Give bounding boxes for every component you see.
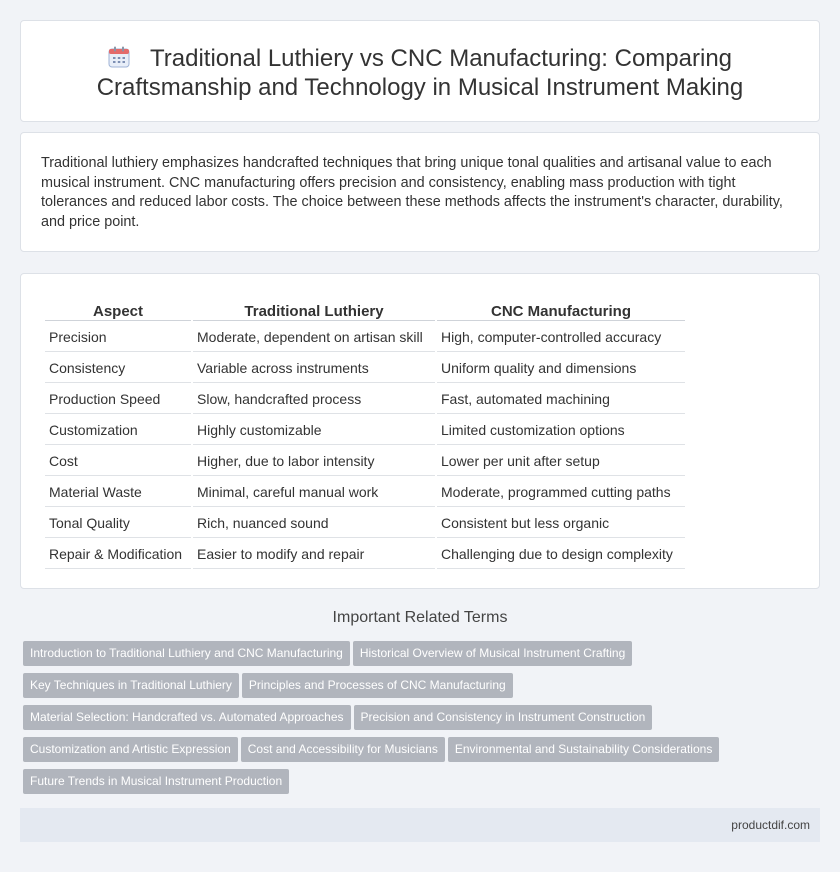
related-term-link[interactable]: Future Trends in Musical Instrument Production bbox=[23, 769, 289, 794]
table-cell: Precision bbox=[45, 323, 191, 352]
table-cell: Moderate, dependent on artisan skill bbox=[193, 323, 435, 352]
table-cell: Highly customizable bbox=[193, 416, 435, 445]
related-term-link[interactable]: Customization and Artistic Expression bbox=[23, 737, 238, 762]
tag-row bbox=[23, 641, 823, 673]
table-cell: Slow, handcrafted process bbox=[193, 385, 435, 414]
title-line-1: Traditional Luthiery vs CNC Manufacturing: Comparing bbox=[149, 45, 733, 72]
tag-row bbox=[23, 673, 823, 705]
footer-brand[interactable]: productdif.com bbox=[731, 818, 810, 832]
related-terms-title: Important Related Terms bbox=[332, 609, 508, 626]
related-term-link[interactable]: Historical Overview of Musical Instrument Crafting bbox=[353, 641, 632, 666]
intro-card bbox=[20, 132, 820, 252]
title-line-2: Craftsmanship and Technology in Musical Instrument Making bbox=[96, 74, 744, 101]
related-term-link[interactable]: Material Selection: Handcrafted vs. Automated Approaches bbox=[23, 705, 351, 730]
table-cell: Higher, due to labor intensity bbox=[193, 447, 435, 476]
table-cell: Lower per unit after setup bbox=[437, 447, 685, 476]
table-row bbox=[45, 447, 685, 476]
table-row bbox=[45, 509, 685, 538]
table-cell: Consistency bbox=[45, 354, 191, 383]
table-cell: Repair & Modification bbox=[45, 540, 191, 569]
column-header: CNC Manufacturing bbox=[437, 298, 685, 321]
table-row bbox=[45, 323, 685, 352]
table-cell: Challenging due to design complexity bbox=[437, 540, 685, 569]
related-term-link[interactable]: Cost and Accessibility for Musicians bbox=[241, 737, 445, 762]
table-row bbox=[45, 385, 685, 414]
table-row bbox=[45, 540, 685, 569]
table-cell: Rich, nuanced sound bbox=[193, 509, 435, 538]
table-header-row bbox=[45, 298, 685, 321]
tag-row bbox=[23, 705, 823, 737]
page-title bbox=[21, 44, 819, 102]
table-row bbox=[45, 478, 685, 507]
title-card bbox=[20, 20, 820, 122]
table-cell: Uniform quality and dimensions bbox=[437, 354, 685, 383]
table-cell: Fast, automated machining bbox=[437, 385, 685, 414]
tag-row bbox=[23, 769, 823, 801]
table-cell: Tonal Quality bbox=[45, 509, 191, 538]
table-row bbox=[45, 354, 685, 383]
table-cell: Minimal, careful manual work bbox=[193, 478, 435, 507]
column-header: Traditional Luthiery bbox=[193, 298, 435, 321]
comparison-table-card bbox=[20, 273, 820, 589]
related-term-link[interactable]: Key Techniques in Traditional Luthiery bbox=[23, 673, 239, 698]
related-term-link[interactable]: Introduction to Traditional Luthiery and CNC Manufacturing bbox=[23, 641, 350, 666]
footer bbox=[20, 808, 820, 842]
column-header: Aspect bbox=[45, 298, 191, 321]
related-term-link[interactable]: Principles and Processes of CNC Manufacturing bbox=[242, 673, 513, 698]
related-terms-list bbox=[23, 641, 823, 801]
table-cell: Production Speed bbox=[45, 385, 191, 414]
tag-row bbox=[23, 737, 823, 769]
table-cell: Customization bbox=[45, 416, 191, 445]
table-cell: High, computer-controlled accuracy bbox=[437, 323, 685, 352]
table-cell: Consistent but less organic bbox=[437, 509, 685, 538]
table-cell: Material Waste bbox=[45, 478, 191, 507]
related-term-link[interactable]: Environmental and Sustainability Considerations bbox=[448, 737, 719, 762]
related-term-link[interactable]: Precision and Consistency in Instrument Construction bbox=[354, 705, 653, 730]
intro-text: Traditional luthiery emphasizes handcrafted techniques that bring unique tonal qualities and artisanal value to each musical instrument. CNC manufacturing offers precision and consistency, enabling mass production with tight tolerances and reduced labor costs. The choice between these methods affects the instrument's character, durability, and price point. bbox=[41, 155, 783, 230]
table-cell: Moderate, programmed cutting paths bbox=[437, 478, 685, 507]
table-row bbox=[45, 416, 685, 445]
calendar-icon bbox=[108, 46, 130, 68]
table-cell: Variable across instruments bbox=[193, 354, 435, 383]
table-cell: Easier to modify and repair bbox=[193, 540, 435, 569]
table-cell: Cost bbox=[45, 447, 191, 476]
comparison-table bbox=[43, 296, 687, 571]
table-cell: Limited customization options bbox=[437, 416, 685, 445]
